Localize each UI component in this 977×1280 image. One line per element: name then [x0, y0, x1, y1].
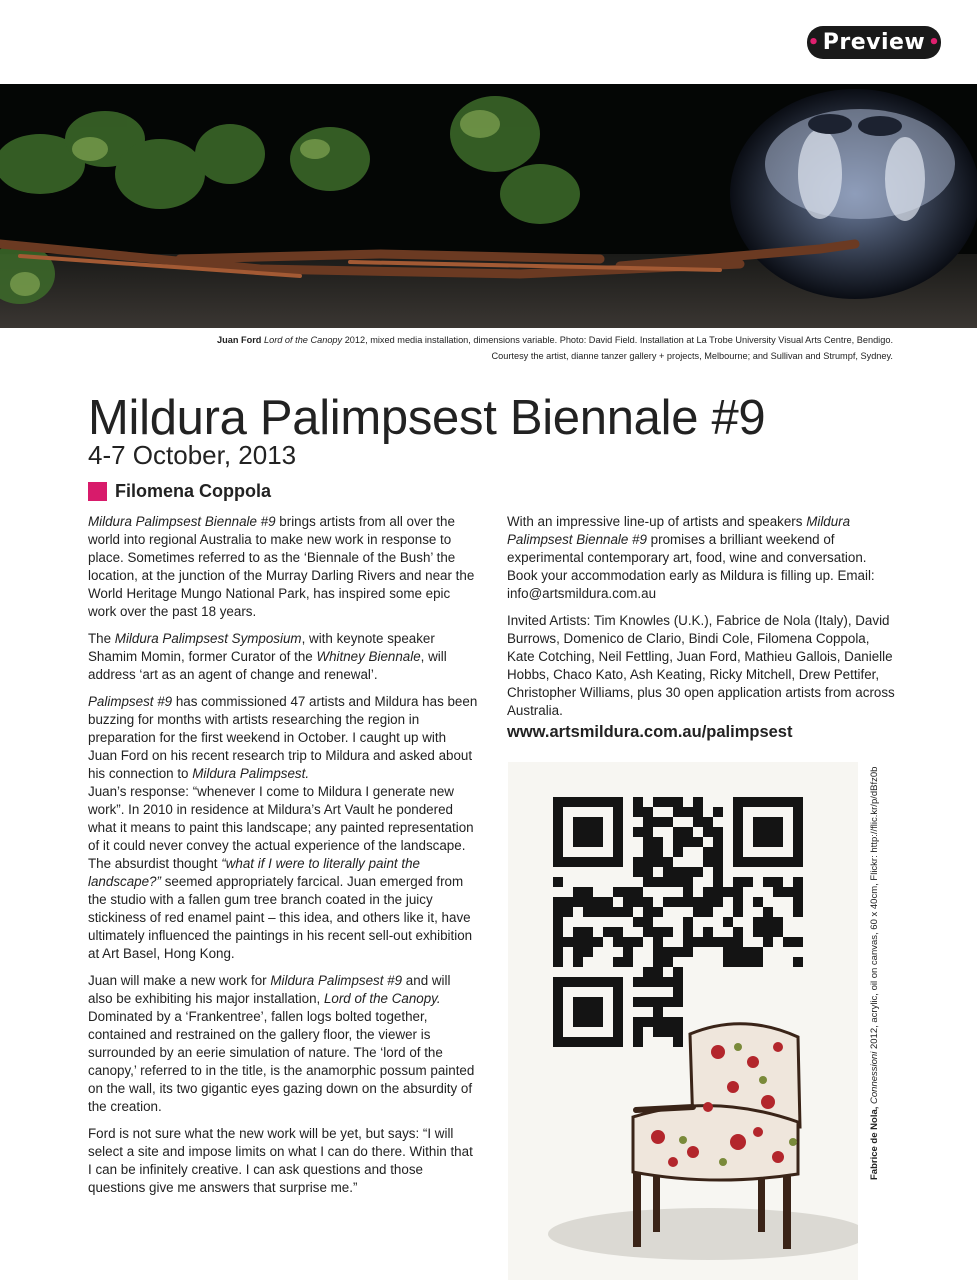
text: Juan’s response: “whenever I come to Mildura I generate new work”. In 2010 in residence at Mildura’s Art Vault he pondered what it means to paint this landscape; any painted representation of it could never convey the actual experience of the landscape. The absurdist thought [88, 784, 474, 871]
credit-work-title: Lord of the Canopy [263, 335, 343, 345]
badge-dot-right: • [928, 32, 941, 53]
accent-square [88, 482, 107, 501]
italic-event: Mildura Palimpsest Biennale #9 [507, 514, 851, 547]
italic-event-name: Mildura Palimpsest Biennale #9 [88, 514, 276, 529]
paragraph-2 [88, 630, 478, 684]
paragraph-4 [88, 972, 478, 1116]
paragraph-5: Ford is not sure what the new work will be yet, but says: “I will select a site and impose limits on what I can do there. Within that I can be infinitely creative. I can ask questions and those questions give me answers that surprise me.” [88, 1126, 473, 1195]
paragraph-3 [88, 693, 478, 963]
text: and will also be exhibiting his major installation, [88, 973, 451, 1006]
badge-label: Preview [822, 30, 926, 55]
italic-whitney: Whitney Biennale [316, 649, 421, 664]
text: brings artists from all over the world into regional Australia to make new work in response to place. Sometimes referred to as the ‘Biennale of the Bush’ the location, at the junction of the Murray Darling Rivers and near the World Heritage Mungo National Park, has inspired some epic work over the past 18 years. [88, 514, 475, 619]
artwork-credit-title: Connessioni [869, 1051, 880, 1104]
preview-badge [807, 26, 941, 59]
article-title: Mildura Palimpsest Biennale #9 [88, 391, 766, 445]
artwork-credit [866, 760, 884, 1180]
italic-event: Mildura Palimpsest #9 [270, 973, 403, 988]
text: , will address ‘art as an agent of change and renewal’. [88, 649, 447, 682]
photo-credit-line-1 [93, 332, 893, 348]
text: Juan will make a new work for [88, 973, 271, 988]
article-dates: 4-7 October, 2013 [88, 440, 297, 470]
text: promises a brilliant weekend of experimental contemporary art, food, wine and conversation. Book your accommodation early as Mildura is filling up. Email: info@artsmildura.com.au [507, 532, 875, 601]
text: The [88, 631, 115, 646]
artwork-image [508, 762, 858, 1280]
paragraph-1 [88, 513, 478, 621]
text: seemed appropriately farcical. Juan emerged from the studio with a fallen gum tree branch coated in the juicy stickiness of red enamel paint – this idea, and others like it, have ultimately influenced the paintings in his recent sell-out exhibition at Art Basel, Hong Kong. [88, 874, 473, 961]
text: With an impressive line-up of artists and speakers [507, 514, 807, 529]
author-name: Filomena Coppola [115, 481, 272, 501]
photo-credit-line-2: Courtesy the artist, dianne tanzer gallery + projects, Melbourne; and Sullivan and Strumpf, Sydney. [491, 351, 893, 361]
artwork-credit-text [866, 760, 884, 1180]
italic-installation: Lord of the Canopy. [323, 991, 441, 1006]
artwork-credit-artist: Fabrice de Nola, [869, 1106, 880, 1180]
article-column-right [507, 513, 899, 729]
website-link[interactable]: www.artsmildura.com.au/palimpsest [507, 723, 793, 741]
badge-dot-left: • [807, 32, 820, 53]
italic-quote: “what if I were to literally paint the landscape?” [88, 856, 420, 889]
credit-artist: Juan Ford [217, 335, 262, 345]
author-byline [88, 481, 271, 502]
italic-palimpsest: Palimpsest #9 [88, 694, 173, 709]
text: has commissioned 47 artists and Mildura has been buzzing for months with artists researching the region in preparation for the first weekend in October. I caught up with Juan Ford on his recent research trip to Mildura and asked about his connection to [88, 694, 478, 781]
artwork-credit-details: 2012, acrylic, oil on canvas, 60 x 40cm, Flickr: http://flic.kr/p/dBfz0b [869, 766, 880, 1052]
italic-mildura-palimpsest: Mildura Palimpsest. [192, 766, 310, 781]
invited-artists: Invited Artists: Tim Knowles (U.K.), Fabrice de Nola (Italy), David Burrows, Domenico de Clario, Bindi Cole, Filomena Coppola, Kate Cotching, Neil Fettling, Juan Ford, Mathieu Gallois, Danielle Hobbs, Chaco Kato, Ash Keating, Ricky Mitchell, Drew Pettifer, Christopher Williams, plus 30 open application artists from across Australia. [507, 613, 895, 718]
text: Dominated by a ‘Frankentree’, fallen logs bolted together, contained and restrained on the gallery floor, the viewer is surrounded by an eerie simulation of nature. The ‘lord of the canopy,’ referred to in the title, is the anamorphic possum painted on the wall, its two gigantic eyes gazing down on the absurdity of the creation. [88, 1009, 475, 1114]
italic-symposium: Mildura Palimpsest Symposium [114, 631, 302, 646]
credit-details: 2012, mixed media installation, dimensions variable. Photo: David Field. Installation at La Trobe University Visual Arts Centre, Bendigo. [342, 335, 893, 345]
photo-credit [93, 332, 893, 364]
text: , with keynote speaker Shamim Momin, former Curator of the [88, 631, 435, 664]
installation-photo [0, 84, 977, 328]
article-column-left [88, 513, 478, 1206]
paragraph-6 [507, 513, 899, 603]
